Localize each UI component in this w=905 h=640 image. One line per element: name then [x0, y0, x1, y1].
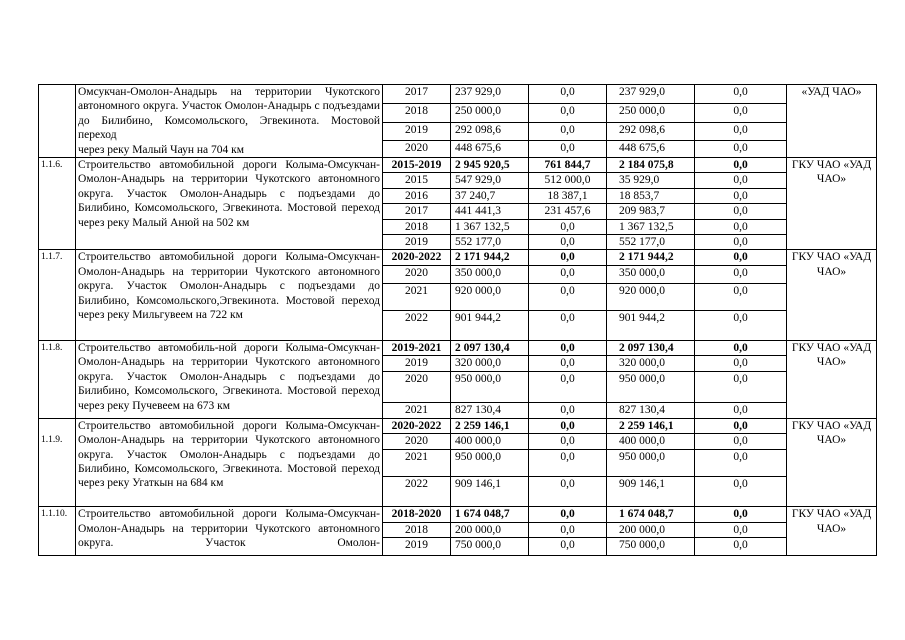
executor: «УАД ЧАО»: [787, 85, 877, 158]
period-cell: 2018: [383, 104, 451, 122]
federal-cell: 0,0: [529, 477, 607, 507]
period-cell: 2019-2021: [383, 340, 451, 355]
item-description: [76, 418, 383, 506]
item-number: 1.1.9.: [39, 418, 76, 506]
federal-cell: 0,0: [529, 265, 607, 283]
federal-cell: 231 457,6: [529, 204, 607, 219]
total-cell: 37 240,7: [451, 188, 529, 203]
total-cell: 827 130,4: [451, 402, 529, 418]
federal-cell: 0,0: [529, 418, 607, 433]
regional-cell: 209 983,7: [607, 204, 695, 219]
total-cell: 448 675,6: [451, 140, 529, 157]
description-text: Строительство автомобильной дороги Колыма-Омсукчан-Омолон-Анадырь на территории Чукотского автономного округа. Участок Омолон-Анадырь с подъездами до Билибино, Комсомольского,Эгвекинота. Мостовой переход: [78, 251, 380, 307]
federal-cell: 0,0: [529, 219, 607, 234]
description-text: через реку Угаткын на 684 км: [78, 477, 224, 490]
regional-cell: 2 097 130,4: [607, 340, 695, 355]
item-number: 1.1.6.: [39, 158, 76, 250]
regional-cell: 400 000,0: [607, 434, 695, 450]
regional-cell: 18 853,7: [607, 188, 695, 203]
item-description: [76, 340, 383, 418]
regional-cell: 950 000,0: [607, 450, 695, 477]
total-cell: 292 098,6: [451, 122, 529, 140]
executor: ГКУ ЧАО «УАД ЧАО»: [787, 250, 877, 340]
total-cell: 200 000,0: [451, 522, 529, 537]
federal-cell: 0,0: [529, 434, 607, 450]
federal-cell: 0,0: [529, 104, 607, 122]
regional-cell: 35 929,0: [607, 173, 695, 188]
regional-cell: 2 184 075,8: [607, 158, 695, 173]
federal-cell: 0,0: [529, 522, 607, 537]
total-cell: 2 171 944,2: [451, 250, 529, 265]
federal-cell: 0,0: [529, 235, 607, 250]
period-cell: 2019: [383, 356, 451, 371]
total-cell: 441 441,3: [451, 204, 529, 219]
total-cell: 2 945 920,5: [451, 158, 529, 173]
other-cell: 0,0: [695, 522, 787, 537]
description-text: Строительство автомобиль-ной дороги Колыма-Омсукчан-Омолон-Анадырь на территории Чукотского автономного округа. Участок Омолон-Анадырь с подъездами до Билибино, Комсомольского, Эгвекинота. Мостовой переход: [78, 341, 380, 398]
federal-cell: 0,0: [529, 356, 607, 371]
period-cell: 2021: [383, 450, 451, 477]
item-description: [76, 507, 383, 556]
federal-cell: 0,0: [529, 371, 607, 402]
table-row: [39, 340, 877, 355]
period-cell: 2019: [383, 537, 451, 555]
period-cell: 2015: [383, 173, 451, 188]
period-cell: 2017: [383, 204, 451, 219]
federal-cell: 0,0: [529, 507, 607, 522]
period-cell: 2021: [383, 283, 451, 310]
period-cell: 2020: [383, 371, 451, 402]
period-cell: 2018-2020: [383, 507, 451, 522]
period-cell: 2021: [383, 402, 451, 418]
federal-cell: 0,0: [529, 402, 607, 418]
regional-cell: 909 146,1: [607, 477, 695, 507]
total-cell: 2 097 130,4: [451, 340, 529, 355]
period-cell: 2022: [383, 310, 451, 340]
period-cell: 2020: [383, 265, 451, 283]
total-cell: 552 177,0: [451, 235, 529, 250]
regional-cell: 950 000,0: [607, 371, 695, 402]
executor: ГКУ ЧАО «УАД ЧАО»: [787, 340, 877, 418]
description-text: через реку Пучевеем на 673 км: [78, 399, 230, 412]
other-cell: 0,0: [695, 537, 787, 555]
description-text: Строительство автомобильной дороги Колыма-Омсукчан-Омолон-Анадырь на территории Чукотского автономного округа. Участок Омолон-Анадырь с подъездами до Билибино, Комсомольского, Эгвекинота. Мостовой переход: [78, 419, 380, 475]
other-cell: 0,0: [695, 477, 787, 507]
item-number: 1.1.8.: [39, 340, 76, 418]
regional-cell: 1 367 132,5: [607, 219, 695, 234]
other-cell: 0,0: [695, 371, 787, 402]
federal-cell: 761 844,7: [529, 158, 607, 173]
other-cell: 0,0: [695, 204, 787, 219]
regional-cell: 448 675,6: [607, 140, 695, 157]
other-cell: 0,0: [695, 188, 787, 203]
item-description: [76, 85, 383, 158]
period-cell: 2022: [383, 477, 451, 507]
federal-cell: 0,0: [529, 310, 607, 340]
period-cell: 2020: [383, 140, 451, 157]
other-cell: 0,0: [695, 219, 787, 234]
other-cell: 0,0: [695, 122, 787, 140]
other-cell: 0,0: [695, 265, 787, 283]
regional-cell: 750 000,0: [607, 537, 695, 555]
other-cell: 0,0: [695, 250, 787, 265]
description-text: Строительство автомобильной дороги Колыма-Омсукчан-Омолон-Анадырь на территории Чукотского автономного округа. Участок Омолон-Анадырь с подъездами до Билибино, Комсомольского, Эгвекинота. Мостовой переход: [78, 159, 380, 215]
total-cell: 400 000,0: [451, 434, 529, 450]
description-text: через реку Мильгувеем на 722 км: [78, 309, 243, 322]
total-cell: 1 367 132,5: [451, 219, 529, 234]
total-cell: 901 944,2: [451, 310, 529, 340]
period-cell: 2017: [383, 85, 451, 104]
other-cell: 0,0: [695, 85, 787, 104]
regional-cell: 2 171 944,2: [607, 250, 695, 265]
regional-cell: 320 000,0: [607, 356, 695, 371]
description-text: через реку Малый Чаун на 704 км: [78, 143, 245, 156]
description-text: Строительство автомобильной дороги Колыма-Омсукчан-Омолон-Анадырь на территории Чукотского автономного округа. Участок Омолон-: [78, 508, 380, 549]
table-row: [39, 85, 877, 104]
regional-cell: 292 098,6: [607, 122, 695, 140]
regional-cell: 827 130,4: [607, 402, 695, 418]
period-cell: 2019: [383, 122, 451, 140]
regional-cell: 237 929,0: [607, 85, 695, 104]
total-cell: 909 146,1: [451, 477, 529, 507]
item-description: [76, 158, 383, 250]
regional-cell: 2 259 146,1: [607, 418, 695, 433]
executor: ГКУ ЧАО «УАД ЧАО»: [787, 507, 877, 556]
federal-cell: 0,0: [529, 85, 607, 104]
other-cell: 0,0: [695, 235, 787, 250]
other-cell: 0,0: [695, 340, 787, 355]
federal-cell: 0,0: [529, 537, 607, 555]
other-cell: 0,0: [695, 450, 787, 477]
other-cell: 0,0: [695, 140, 787, 157]
total-cell: 320 000,0: [451, 356, 529, 371]
item-number: [39, 85, 76, 158]
other-cell: 0,0: [695, 356, 787, 371]
total-cell: 350 000,0: [451, 265, 529, 283]
period-cell: 2020-2022: [383, 418, 451, 433]
total-cell: 237 929,0: [451, 85, 529, 104]
other-cell: 0,0: [695, 402, 787, 418]
federal-cell: 512 000,0: [529, 173, 607, 188]
regional-cell: 552 177,0: [607, 235, 695, 250]
other-cell: 0,0: [695, 507, 787, 522]
total-cell: 2 259 146,1: [451, 418, 529, 433]
federal-cell: 0,0: [529, 283, 607, 310]
other-cell: 0,0: [695, 283, 787, 310]
federal-cell: 18 387,1: [529, 188, 607, 203]
period-cell: 2019: [383, 235, 451, 250]
regional-cell: 901 944,2: [607, 310, 695, 340]
total-cell: 920 000,0: [451, 283, 529, 310]
total-cell: 750 000,0: [451, 537, 529, 555]
period-cell: 2018: [383, 522, 451, 537]
other-cell: 0,0: [695, 104, 787, 122]
table-row: [39, 418, 877, 433]
regional-cell: 350 000,0: [607, 265, 695, 283]
period-cell: 2020-2022: [383, 250, 451, 265]
other-cell: 0,0: [695, 173, 787, 188]
description-text: через реку Малый Анюй на 502 км: [78, 216, 250, 229]
total-cell: 547 929,0: [451, 173, 529, 188]
regional-cell: 250 000,0: [607, 104, 695, 122]
executor: ГКУ ЧАО «УАД ЧАО»: [787, 418, 877, 506]
item-number: 1.1.7.: [39, 250, 76, 340]
period-cell: 2015-2019: [383, 158, 451, 173]
item-number: 1.1.10.: [39, 507, 76, 556]
executor: ГКУ ЧАО «УАД ЧАО»: [787, 158, 877, 250]
total-cell: 950 000,0: [451, 371, 529, 402]
program-funding-table: [38, 84, 877, 556]
other-cell: 0,0: [695, 310, 787, 340]
regional-cell: 920 000,0: [607, 283, 695, 310]
period-cell: 2018: [383, 219, 451, 234]
federal-cell: 0,0: [529, 250, 607, 265]
period-cell: 2016: [383, 188, 451, 203]
regional-cell: 200 000,0: [607, 522, 695, 537]
total-cell: 1 674 048,7: [451, 507, 529, 522]
other-cell: 0,0: [695, 158, 787, 173]
description-text: Омсукчан-Омолон-Анадырь на территории Чукотского автономного округа. Участок Омолон-Анадырь с подъездами до Билибино, Комсомольского, Эгвекинота. Мостовой переход: [78, 86, 380, 142]
table-row: [39, 158, 877, 173]
federal-cell: 0,0: [529, 140, 607, 157]
other-cell: 0,0: [695, 418, 787, 433]
table-row: [39, 250, 877, 265]
federal-cell: 0,0: [529, 340, 607, 355]
item-description: [76, 250, 383, 340]
table-body: [39, 85, 877, 556]
total-cell: 250 000,0: [451, 104, 529, 122]
table-row: [39, 507, 877, 522]
federal-cell: 0,0: [529, 122, 607, 140]
period-cell: 2020: [383, 434, 451, 450]
regional-cell: 1 674 048,7: [607, 507, 695, 522]
total-cell: 950 000,0: [451, 450, 529, 477]
federal-cell: 0,0: [529, 450, 607, 477]
other-cell: 0,0: [695, 434, 787, 450]
